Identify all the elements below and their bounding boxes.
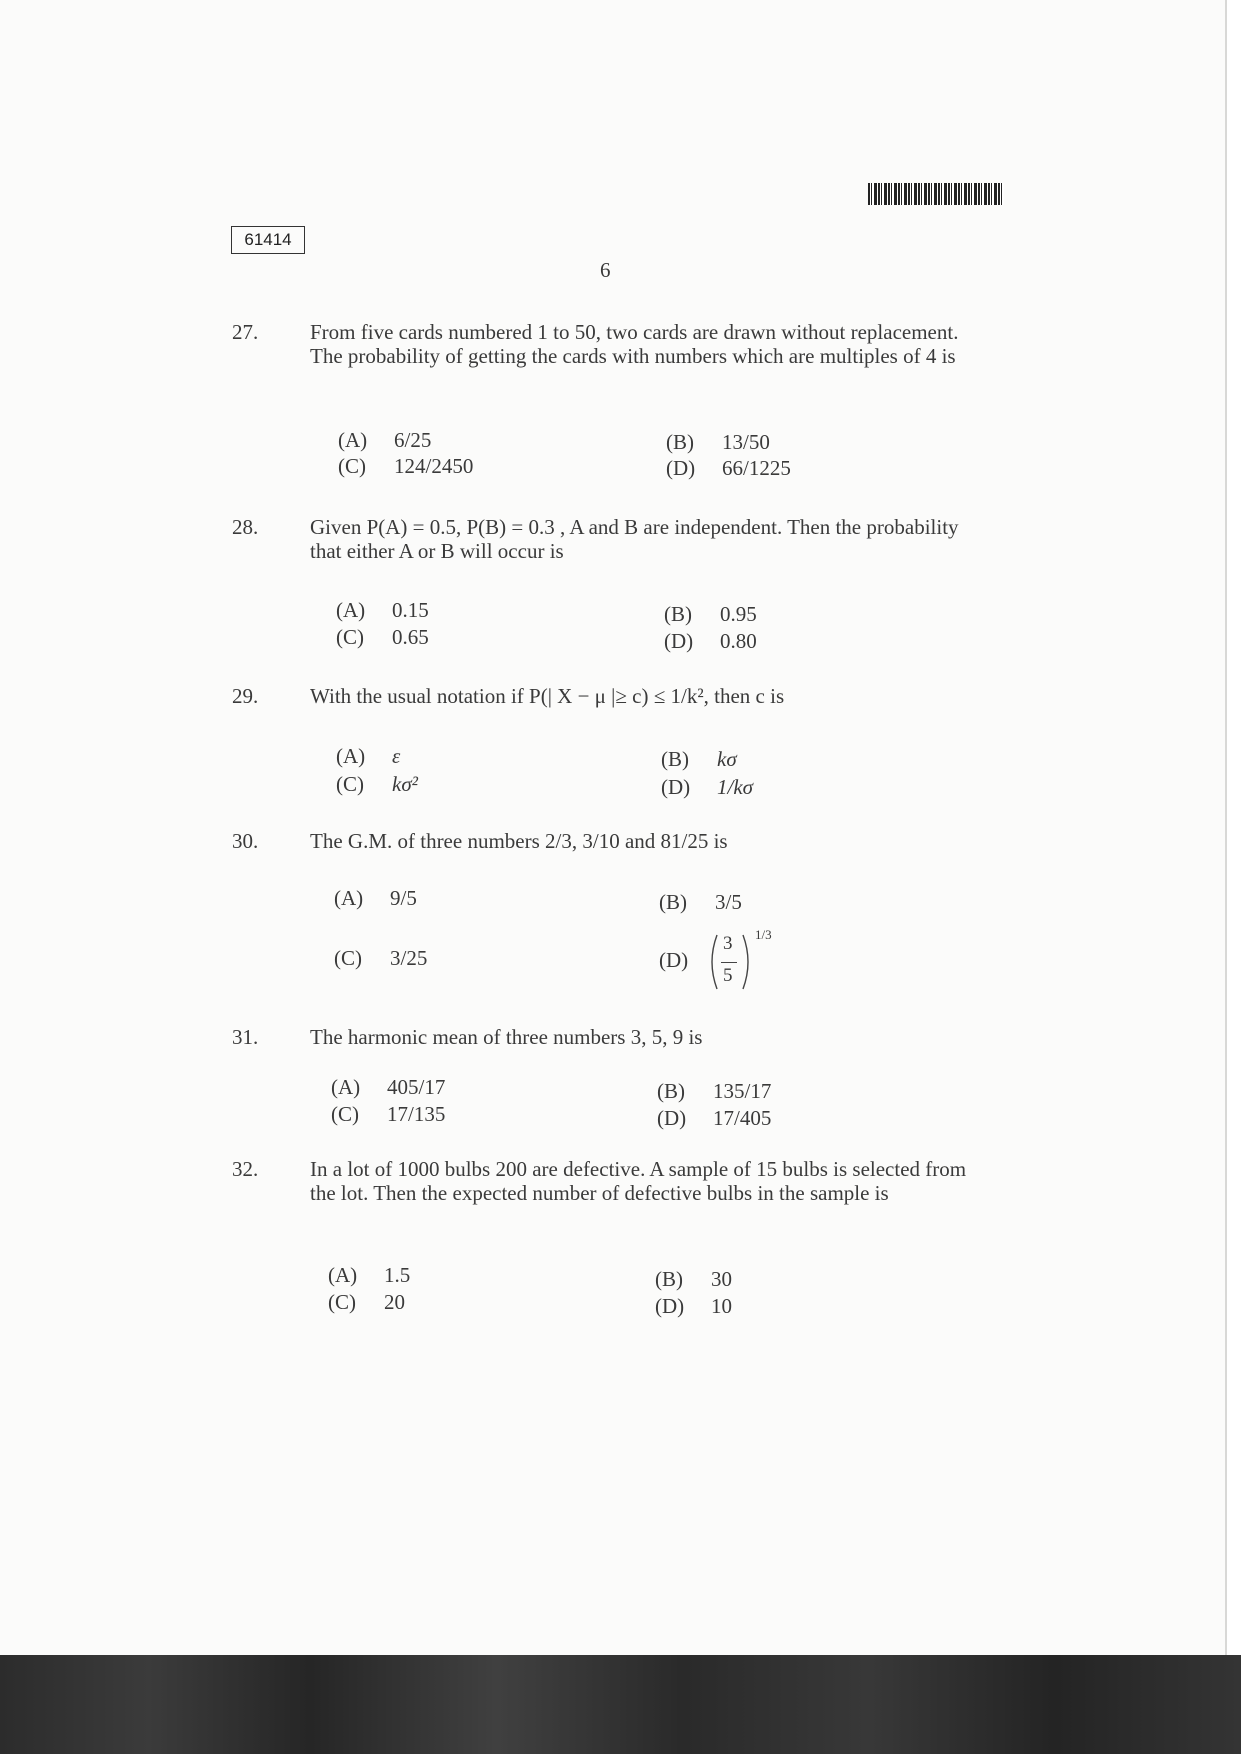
option-a: (A) 405/17 bbox=[331, 1075, 446, 1099]
question-number: 28. bbox=[232, 515, 259, 539]
option-a: (A) ε bbox=[336, 744, 401, 768]
option-c: (C) 0.65 bbox=[336, 625, 429, 649]
scanner-edge bbox=[0, 1655, 1241, 1754]
question-text: The harmonic mean of three numbers 3, 5, 9 is bbox=[310, 1025, 703, 1049]
paper-code: 61414 bbox=[231, 226, 305, 254]
exponent: 1/3 bbox=[755, 927, 772, 942]
question-number: 32. bbox=[232, 1157, 259, 1181]
option-b: (B) 3/5 bbox=[659, 890, 742, 914]
option-d: (D) 1/kσ bbox=[661, 775, 754, 799]
option-b: (B) 0.95 bbox=[664, 602, 757, 626]
option-c: (C) 3/25 bbox=[334, 946, 428, 970]
option-a: (A) 9/5 bbox=[334, 886, 417, 910]
option-d: (D) 10 bbox=[655, 1294, 732, 1318]
option-a: (A) 1.5 bbox=[328, 1263, 411, 1287]
option-c: (C) 17/135 bbox=[331, 1102, 446, 1126]
barcode bbox=[868, 183, 1004, 205]
option-c: (C) kσ² bbox=[336, 772, 418, 796]
option-b: (B) 13/50 bbox=[666, 430, 770, 454]
question-number: 30. bbox=[232, 829, 259, 853]
question-number: 31. bbox=[232, 1025, 259, 1049]
question-text: In a lot of 1000 bulbs 200 are defective. A sample of 15 bulbs is selected from the lot. Then the expected number of defective bulbs in the sample is bbox=[310, 1157, 967, 1205]
option-a: (A) 0.15 bbox=[336, 598, 429, 622]
denominator: 5 bbox=[723, 965, 733, 986]
page-number: 6 bbox=[600, 258, 611, 282]
question-text: With the usual notation if P(| X − μ |≥ c) ≤ 1/k², then c is bbox=[310, 684, 785, 708]
fraction-bar bbox=[721, 962, 737, 963]
question-text: The G.M. of three numbers 2/3, 3/10 and 81/25 is bbox=[310, 829, 728, 853]
option-c: (C) 20 bbox=[328, 1290, 405, 1314]
option-d: (D) 66/1225 bbox=[666, 456, 791, 480]
question-number: 29. bbox=[232, 684, 259, 708]
question-number: 27. bbox=[232, 320, 259, 344]
option-c: (C) 124/2450 bbox=[338, 454, 474, 478]
option-d: (D) bbox=[659, 948, 689, 972]
option-b: (B) kσ bbox=[661, 747, 737, 771]
question-text: From five cards numbered 1 to 50, two cards are drawn without replacement. The probability of getting the cards with numbers which are multiples of 4 is bbox=[310, 320, 959, 368]
numerator: 3 bbox=[723, 933, 733, 954]
option-b: (B) 30 bbox=[655, 1267, 732, 1291]
option-d: (D) 17/405 bbox=[657, 1106, 772, 1130]
option-d: (D) 0.80 bbox=[664, 629, 757, 653]
question-text: Given P(A) = 0.5, P(B) = 0.3 , A and B are independent. Then the probability that either A or B will occur is bbox=[310, 515, 959, 563]
option-b: (B) 135/17 bbox=[657, 1079, 772, 1103]
option-a: (A) 6/25 bbox=[338, 428, 432, 452]
